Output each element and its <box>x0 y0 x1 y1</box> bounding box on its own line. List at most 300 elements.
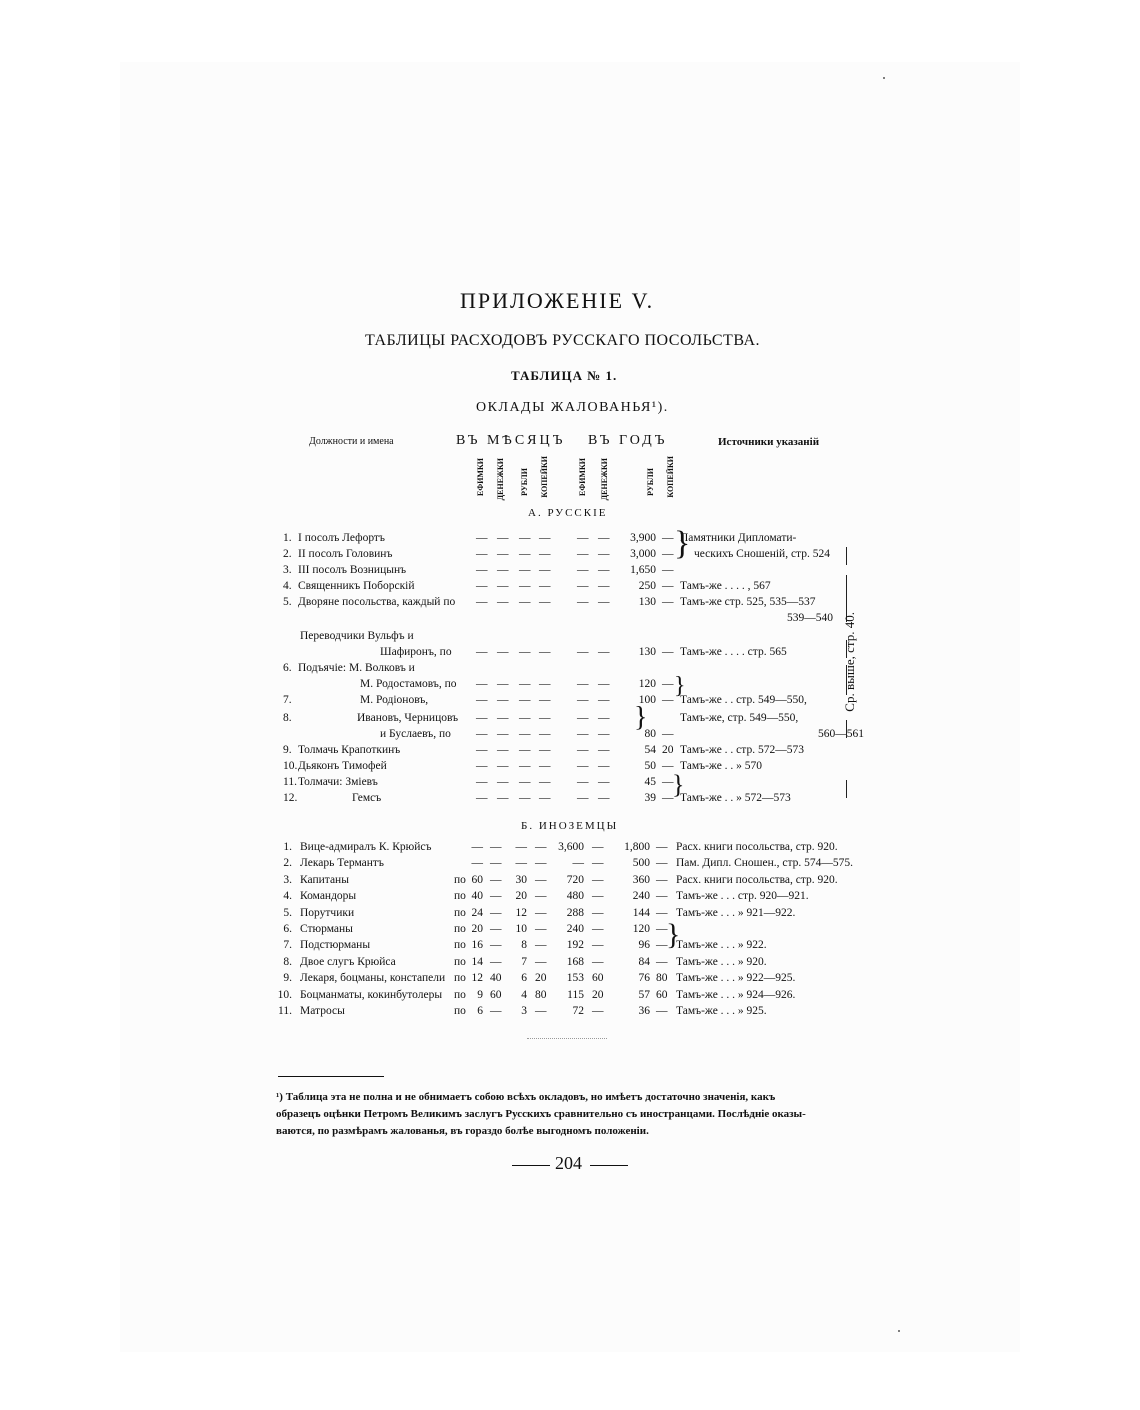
table-cell-number: 5. <box>283 906 292 919</box>
table-cell-year-efimki: — <box>577 580 589 592</box>
table-cell-source: Тамъ-же . . стр. 572—573 <box>680 744 804 756</box>
section-foreigners-heading: Б. ИНОЗЕМЦЫ <box>521 820 619 832</box>
table-cell-month-denezhki: — <box>497 596 509 608</box>
table-cell-month-efimki: — <box>476 678 488 690</box>
table-cell-month-denezhki: — <box>490 841 502 853</box>
table-cell-name: Порутчики <box>300 906 355 919</box>
table-cell-year-rubli: 500 <box>632 857 650 870</box>
table-cell-year-denezhki: — <box>592 873 604 886</box>
table-row <box>0 646 1140 662</box>
table-cell-number: 12. <box>283 792 298 804</box>
table-cell-year-efimki: 480 <box>566 890 584 903</box>
table-row <box>0 792 1140 808</box>
table-cell-year-kopeiki: — <box>662 548 674 560</box>
table-cell-source: Тамъ-же . . . » 925. <box>676 1005 767 1017</box>
table-cell-month-denezhki: — <box>497 564 509 576</box>
table-cell-name: Шафиронъ, по <box>380 646 452 658</box>
column-header-positions: Должности и имена <box>309 436 394 447</box>
table-cell-year-rubli: 84 <box>638 955 650 968</box>
table-cell-name: М. Родіоновъ, <box>360 694 429 706</box>
table-cell-month-denezhki: — <box>490 923 502 935</box>
table-cell-month-kopeiki: — <box>539 596 551 608</box>
table-row <box>0 580 1140 596</box>
table-row <box>0 662 1140 678</box>
table-cell-year-efimki: 72 <box>572 1005 584 1017</box>
table-cell-year-rubli: 144 <box>632 906 650 919</box>
table-cell-month-rubli: — <box>519 760 531 772</box>
table-cell-year-efimki: 192 <box>566 939 584 952</box>
table-cell-year-efimki: — <box>577 728 589 740</box>
table-cell-name: Дьяконъ Тимофей <box>298 760 387 772</box>
table-cell-year-kopeiki: — <box>656 841 668 853</box>
table-cell-year-kopeiki: — <box>656 857 668 870</box>
table-cell-year-kopeiki: — <box>656 890 668 903</box>
table-cell-source: Тамъ-же . . » 572—573 <box>680 792 791 804</box>
table-cell-year-efimki: 3,600 <box>558 841 584 853</box>
table-cell-name: Подстюрманы <box>300 939 371 952</box>
table-cell-month-efimki: — <box>476 712 488 724</box>
table-cell-month-efimki: 60 <box>471 873 483 886</box>
column-header-sources: Источники указаній <box>718 436 820 448</box>
table-cell-source: Тамъ-же . . . » 924—926. <box>676 988 796 1001</box>
table-cell-source: Тамъ-же стр. 525, 535—537 <box>680 596 816 608</box>
table-cell-year-rubli: 50 <box>644 760 656 772</box>
table-cell-source: Тамъ-же . . . . , 567 <box>680 580 771 592</box>
table-cell-month-efimki: — <box>476 532 488 544</box>
table-caption: ОКЛАДЫ ЖАЛОВАНЬЯ¹). <box>476 400 669 415</box>
table-cell-year-efimki: 720 <box>566 873 584 886</box>
column-header-year: ВЪ ГОДЪ <box>588 433 668 448</box>
table-cell-year-rubli: 57 <box>638 988 650 1001</box>
table-cell-source: 539—540 <box>787 612 833 624</box>
table-cell-month-kopeiki: — <box>539 776 551 788</box>
table-cell-year-efimki: — <box>577 564 589 576</box>
table-cell-source: Тамъ-же . . стр. 549—550, <box>680 694 807 706</box>
page-number-rule-right <box>590 1165 628 1166</box>
table-cell-year-denezhki: — <box>592 939 604 952</box>
table-row <box>0 1005 1140 1021</box>
table-cell-po: по <box>454 955 466 968</box>
table-cell-year-kopeiki: — <box>656 939 668 952</box>
table-cell-source: Тамъ-же . . . » 920. <box>676 955 767 968</box>
table-cell-month-efimki: — <box>476 596 488 608</box>
table-cell-name: Лекарь Термантъ <box>300 857 384 870</box>
table-cell-month-efimki: — <box>476 646 488 658</box>
table-cell-source: Тамъ-же . . . » 922. <box>676 939 767 952</box>
table-cell-year-denezhki: — <box>592 841 604 853</box>
table-cell-year-rubli: 130 <box>638 646 656 658</box>
table-cell-source: Тамъ-же . . . » 921—922. <box>676 906 796 919</box>
subheader-denezhki-month: ДЕНЕЖКИ <box>496 458 505 501</box>
table-cell-month-kopeiki: — <box>535 906 547 919</box>
table-cell-source: Тамъ-же . . . . стр. 565 <box>680 646 787 658</box>
table-cell-month-kopeiki: — <box>539 760 551 772</box>
table-cell-month-efimki: — <box>471 857 483 870</box>
table-cell-month-rubli: — <box>515 857 527 870</box>
table-cell-year-rubli: 1,650 <box>630 564 656 576</box>
table-cell-month-rubli: 4 <box>521 988 527 1001</box>
table-cell-month-rubli: — <box>519 532 531 544</box>
table-cell-year-kopeiki: — <box>656 955 668 968</box>
table-cell-month-efimki: — <box>471 841 483 853</box>
table-row <box>0 564 1140 580</box>
table-cell-month-kopeiki: — <box>535 1005 547 1017</box>
table-cell-name: III посолъ Возницынъ <box>298 564 407 576</box>
table-cell-month-efimki: — <box>476 564 488 576</box>
end-ornament <box>527 1038 607 1039</box>
table-cell-year-denezhki: — <box>598 548 610 560</box>
table-cell-year-efimki: — <box>577 694 589 706</box>
table-cell-source: Памятники Дипломати- <box>680 532 797 544</box>
table-cell-month-denezhki: — <box>497 678 509 690</box>
table-label: ТАБЛИЦА № 1. <box>511 368 618 383</box>
table-cell-name: Двое слугъ Крюйса <box>300 955 396 968</box>
table-cell-year-rubli: 80 <box>644 728 656 740</box>
subheader-rubli-month: РУБЛИ <box>520 468 529 496</box>
table-cell-year-rubli: 120 <box>632 923 650 935</box>
table-row <box>0 548 1140 564</box>
table-cell-source: Тамъ-же . . . стр. 920—921. <box>676 890 809 903</box>
table-cell-name: I посолъ Лефортъ <box>298 532 385 544</box>
table-cell-year-kopeiki: — <box>656 1005 668 1017</box>
table-cell-year-rubli: 250 <box>638 580 656 592</box>
page-number-rule-left <box>512 1165 550 1166</box>
table-cell-month-rubli: — <box>519 646 531 658</box>
table-row <box>0 728 1140 744</box>
table-row <box>0 890 1140 906</box>
table-cell-month-efimki: 40 <box>471 890 483 903</box>
table-cell-month-kopeiki: — <box>539 728 551 740</box>
table-cell-year-rubli: 130 <box>638 596 656 608</box>
table-cell-year-efimki: — <box>577 548 589 560</box>
table-cell-year-rubli: 240 <box>632 890 650 903</box>
table-cell-year-kopeiki: — <box>662 596 674 608</box>
table-cell-month-rubli: — <box>519 548 531 560</box>
table-cell-month-efimki: 6 <box>477 1005 483 1017</box>
table-cell-month-denezhki: — <box>497 744 509 756</box>
table-cell-month-kopeiki: — <box>535 857 547 870</box>
table-cell-month-efimki: — <box>476 728 488 740</box>
table-cell-month-efimki: — <box>476 776 488 788</box>
scan-speck <box>883 77 885 79</box>
table-cell-month-denezhki: — <box>497 760 509 772</box>
table-cell-month-denezhki: — <box>497 792 509 804</box>
table-cell-year-rubli: 45 <box>644 776 656 788</box>
table-cell-month-kopeiki: — <box>539 712 551 724</box>
table-cell-year-efimki: 168 <box>566 955 584 968</box>
table-cell-number: 4. <box>283 580 292 592</box>
table-cell-name: Дворяне посольства, каждый по <box>298 596 456 608</box>
table-cell-year-efimki: — <box>577 678 589 690</box>
table-cell-name: Командоры <box>300 890 357 903</box>
table-cell-month-rubli: — <box>519 744 531 756</box>
table-cell-source: Тамъ-же . . . » 922—925. <box>676 972 796 985</box>
table-cell-name: Гемсъ <box>352 792 382 804</box>
table-row <box>0 939 1140 955</box>
brace-ivanov: } <box>634 702 648 733</box>
table-cell-name: М. Родостамовъ, по <box>360 678 457 690</box>
subheader-rubli-year: РУБЛИ <box>646 468 655 496</box>
table-cell-month-rubli: 3 <box>521 1005 527 1017</box>
table-cell-name: Священникъ Поборскій <box>298 580 415 592</box>
table-row <box>0 678 1140 694</box>
table-cell-year-denezhki: — <box>598 760 610 772</box>
table-cell-year-kopeiki: 60 <box>656 988 668 1001</box>
side-reference-note: Ср. выше, стр. 40. <box>842 612 857 712</box>
table-row <box>0 923 1140 939</box>
subheader-efimki-month: ЕФИМКИ <box>476 458 485 497</box>
table-cell-year-rubli: 54 <box>644 744 656 756</box>
table-cell-year-efimki: — <box>577 596 589 608</box>
table-cell-name: Матросы <box>300 1005 345 1017</box>
table-row <box>0 857 1140 873</box>
table-cell-year-denezhki: — <box>592 1005 604 1017</box>
table-cell-name: Ивановъ, Черницовъ <box>357 712 459 724</box>
table-cell-name: Боцманматы, кокинбутолеры <box>300 988 443 1001</box>
table-cell-year-rubli: 1,800 <box>624 841 650 853</box>
table-cell-month-kopeiki: — <box>535 923 547 935</box>
table-cell-year-kopeiki: 80 <box>656 972 668 985</box>
footnote-rule <box>278 1076 384 1077</box>
table-cell-year-rubli: 100 <box>638 694 656 706</box>
table-cell-month-denezhki: 40 <box>490 972 502 985</box>
brace-podyachie: } <box>674 673 686 699</box>
table-cell-year-kopeiki: — <box>662 580 674 592</box>
table-cell-number: 8. <box>283 712 292 724</box>
table-cell-month-denezhki: 60 <box>490 988 502 1001</box>
table-cell-month-efimki: 9 <box>477 988 483 1001</box>
table-cell-month-kopeiki: — <box>535 939 547 952</box>
table-cell-month-rubli: — <box>519 580 531 592</box>
table-cell-po: по <box>454 988 466 1001</box>
table-cell-number: 10. <box>277 988 292 1001</box>
table-cell-source: Пам. Дипл. Сношен., стр. 574—575. <box>676 857 854 870</box>
table-cell-po: по <box>454 939 466 952</box>
table-cell-year-denezhki: — <box>592 857 604 870</box>
table-cell-month-rubli: 7 <box>521 955 527 968</box>
scan-speck <box>898 1330 900 1332</box>
table-row <box>0 612 1140 628</box>
table-cell-month-efimki: 16 <box>471 939 483 952</box>
table-cell-number: 1. <box>283 841 292 853</box>
table-cell-month-rubli: — <box>519 678 531 690</box>
table-cell-name: Толмачь Крапоткинъ <box>298 744 401 756</box>
table-cell-year-efimki: 288 <box>566 906 584 919</box>
table-cell-number: 7. <box>283 694 292 706</box>
table-cell-year-rubli: 36 <box>638 1005 650 1017</box>
subheader-kopeiki-year: КОПЕЙКИ <box>666 456 675 498</box>
table-cell-po: по <box>454 972 466 985</box>
table-cell-month-kopeiki: 80 <box>535 988 547 1001</box>
table-cell-year-kopeiki: — <box>662 792 674 804</box>
table-cell-month-efimki: — <box>476 694 488 706</box>
table-cell-po: по <box>454 923 466 935</box>
table-cell-year-kopeiki: — <box>656 906 668 919</box>
table-cell-year-denezhki: — <box>598 564 610 576</box>
table-cell-number: 4. <box>283 890 292 903</box>
table-cell-year-denezhki: — <box>598 532 610 544</box>
table-cell-month-rubli: 6 <box>521 972 527 985</box>
table-cell-year-denezhki: — <box>598 744 610 756</box>
table-cell-name: и Буслаевъ, по <box>380 728 451 740</box>
table-cell-po: по <box>454 1005 466 1017</box>
table-row <box>0 694 1140 710</box>
table-cell-source: Расх. книги посольства, стр. 920. <box>676 873 838 886</box>
footnote-line-1: ¹) Таблица эта не полна и не обнимаетъ собою всѣхъ окладовъ, но имѣетъ достаточно значенія, какъ <box>276 1091 776 1103</box>
table-cell-month-rubli: 10 <box>515 923 527 935</box>
table-row <box>0 712 1140 728</box>
table-cell-month-denezhki: — <box>490 906 502 919</box>
table-cell-month-rubli: — <box>519 792 531 804</box>
table-cell-year-denezhki: — <box>598 596 610 608</box>
table-cell-month-denezhki: — <box>497 728 509 740</box>
table-cell-year-efimki: — <box>577 792 589 804</box>
table-row <box>0 972 1140 988</box>
table-row <box>0 630 1140 646</box>
appendix-title: ПРИЛОЖЕНІЕ V. <box>460 288 655 313</box>
table-cell-year-kopeiki: — <box>662 532 674 544</box>
table-cell-year-denezhki: — <box>598 776 610 788</box>
table-cell-number: 6. <box>283 662 292 674</box>
table-cell-month-efimki: 20 <box>471 923 483 935</box>
table-cell-month-denezhki: — <box>490 939 502 952</box>
table-cell-month-kopeiki: — <box>539 792 551 804</box>
table-cell-month-kopeiki: — <box>539 532 551 544</box>
table-cell-year-denezhki: — <box>598 580 610 592</box>
table-cell-month-kopeiki: — <box>539 694 551 706</box>
table-cell-month-rubli: — <box>515 841 527 853</box>
table-cell-month-denezhki: — <box>490 890 502 903</box>
table-cell-month-efimki: — <box>476 548 488 560</box>
table-cell-source: Тамъ-же . . » 570 <box>680 760 763 772</box>
table-cell-year-efimki: — <box>577 776 589 788</box>
table-cell-year-rubli: 3,000 <box>630 548 656 560</box>
table-cell-year-kopeiki: — <box>656 923 668 935</box>
table-cell-name: Переводчики Вульфъ и <box>300 630 414 642</box>
table-cell-year-rubli: 360 <box>632 873 650 886</box>
table-cell-month-efimki: — <box>476 744 488 756</box>
table-cell-month-efimki: — <box>476 580 488 592</box>
footnote-line-2: образецъ оцѣнки Петромъ Великимъ заслугъ Русскихъ сравнительно съ иностранцами. Послѣдніе оказы- <box>276 1108 806 1120</box>
table-cell-month-rubli: — <box>519 694 531 706</box>
table-cell-month-denezhki: — <box>497 694 509 706</box>
table-cell-source: Расх. книги посольства, стр. 920. <box>676 841 838 853</box>
table-cell-month-rubli: — <box>519 728 531 740</box>
table-row <box>0 744 1140 760</box>
table-cell-year-efimki: — <box>577 712 589 724</box>
table-cell-number: 11. <box>278 1005 292 1017</box>
brace-tolmachi: } <box>672 770 685 799</box>
table-cell-po: по <box>454 906 466 919</box>
table-cell-month-kopeiki: — <box>535 873 547 886</box>
table-cell-year-denezhki: — <box>592 906 604 919</box>
table-cell-year-denezhki: — <box>598 646 610 658</box>
table-cell-number: 3. <box>283 873 292 886</box>
table-cell-year-kopeiki: — <box>662 678 674 690</box>
table-cell-year-denezhki: 20 <box>592 988 604 1001</box>
table-row <box>0 776 1140 792</box>
table-cell-month-rubli: — <box>519 776 531 788</box>
table-cell-year-denezhki: 60 <box>592 972 604 985</box>
table-cell-month-kopeiki: — <box>539 548 551 560</box>
table-cell-name: Капитаны <box>300 873 349 886</box>
subheader-denezhki-year: ДЕНЕЖКИ <box>600 458 609 501</box>
table-cell-month-kopeiki: — <box>539 646 551 658</box>
table-cell-month-rubli: 20 <box>515 890 527 903</box>
table-cell-number: 1. <box>283 532 292 544</box>
table-cell-year-kopeiki: — <box>662 728 674 740</box>
table-cell-number: 5. <box>283 596 292 608</box>
table-cell-year-denezhki: — <box>592 890 604 903</box>
table-cell-month-denezhki: — <box>497 646 509 658</box>
subheader-efimki-year: ЕФИМКИ <box>578 458 587 497</box>
table-cell-year-denezhki: — <box>592 955 604 968</box>
table-cell-month-denezhki: — <box>497 712 509 724</box>
subheader-kopeiki-month: КОПЕЙКИ <box>540 456 549 498</box>
table-cell-year-efimki: — <box>577 760 589 772</box>
table-cell-year-rubli: 96 <box>638 939 650 952</box>
table-cell-name: II посолъ Головинъ <box>298 548 393 560</box>
appendix-subtitle: ТАБЛИЦЫ РАСХОДОВЪ РУССКАГО ПОСОЛЬСТВА. <box>365 332 761 349</box>
table-cell-year-kopeiki: — <box>656 873 668 886</box>
table-cell-month-denezhki: — <box>497 776 509 788</box>
table-cell-year-denezhki: — <box>598 678 610 690</box>
brace-sturmany: } <box>666 918 681 951</box>
table-cell-month-denezhki: — <box>497 580 509 592</box>
table-cell-year-efimki: — <box>577 646 589 658</box>
table-cell-number: 2. <box>283 857 292 870</box>
table-cell-year-kopeiki: — <box>662 646 674 658</box>
table-cell-name: Вице-адмиралъ К. Крюйсъ <box>300 841 432 853</box>
table-cell-month-efimki: 12 <box>471 972 483 985</box>
table-cell-number: 9. <box>283 972 292 985</box>
table-cell-year-efimki: — <box>572 857 584 870</box>
table-cell-month-kopeiki: 20 <box>535 972 547 985</box>
table-cell-year-denezhki: — <box>598 792 610 804</box>
table-cell-month-kopeiki: — <box>539 744 551 756</box>
table-cell-year-efimki: — <box>577 532 589 544</box>
table-cell-month-efimki: 14 <box>471 955 483 968</box>
table-row <box>0 596 1140 612</box>
table-cell-year-efimki: 153 <box>566 972 584 985</box>
table-cell-month-rubli: — <box>519 712 531 724</box>
table-row <box>0 874 1140 890</box>
page-number: 204 <box>555 1153 582 1173</box>
table-cell-month-rubli: — <box>519 564 531 576</box>
table-cell-number: 10. <box>283 760 298 772</box>
table-cell-year-denezhki: — <box>598 712 610 724</box>
bracket-line-2 <box>846 575 847 593</box>
footnote-line-3: ваются, по размѣрамъ жалованья, въ гораздо болѣе выгодномъ положеніи. <box>276 1125 649 1137</box>
table-cell-year-kopeiki: — <box>662 776 674 788</box>
table-cell-source: ческихъ Сношеній, стр. 524 <box>694 548 830 560</box>
table-cell-number: 7. <box>283 939 292 952</box>
table-cell-month-denezhki: — <box>490 857 502 870</box>
table-cell-month-efimki: — <box>476 792 488 804</box>
brace-ambassadors: } <box>674 525 691 562</box>
table-cell-month-kopeiki: — <box>535 841 547 853</box>
table-cell-month-rubli: 30 <box>515 873 527 886</box>
table-cell-month-kopeiki: — <box>539 564 551 576</box>
table-cell-number: 11. <box>283 776 297 788</box>
table-cell-year-kopeiki: — <box>662 694 674 706</box>
table-row <box>0 907 1140 923</box>
table-cell-year-denezhki: — <box>592 923 604 935</box>
table-row <box>0 760 1140 776</box>
table-cell-year-efimki: — <box>577 744 589 756</box>
table-cell-year-rubli: 76 <box>638 972 650 985</box>
table-cell-year-kopeiki: 20 <box>662 744 674 756</box>
